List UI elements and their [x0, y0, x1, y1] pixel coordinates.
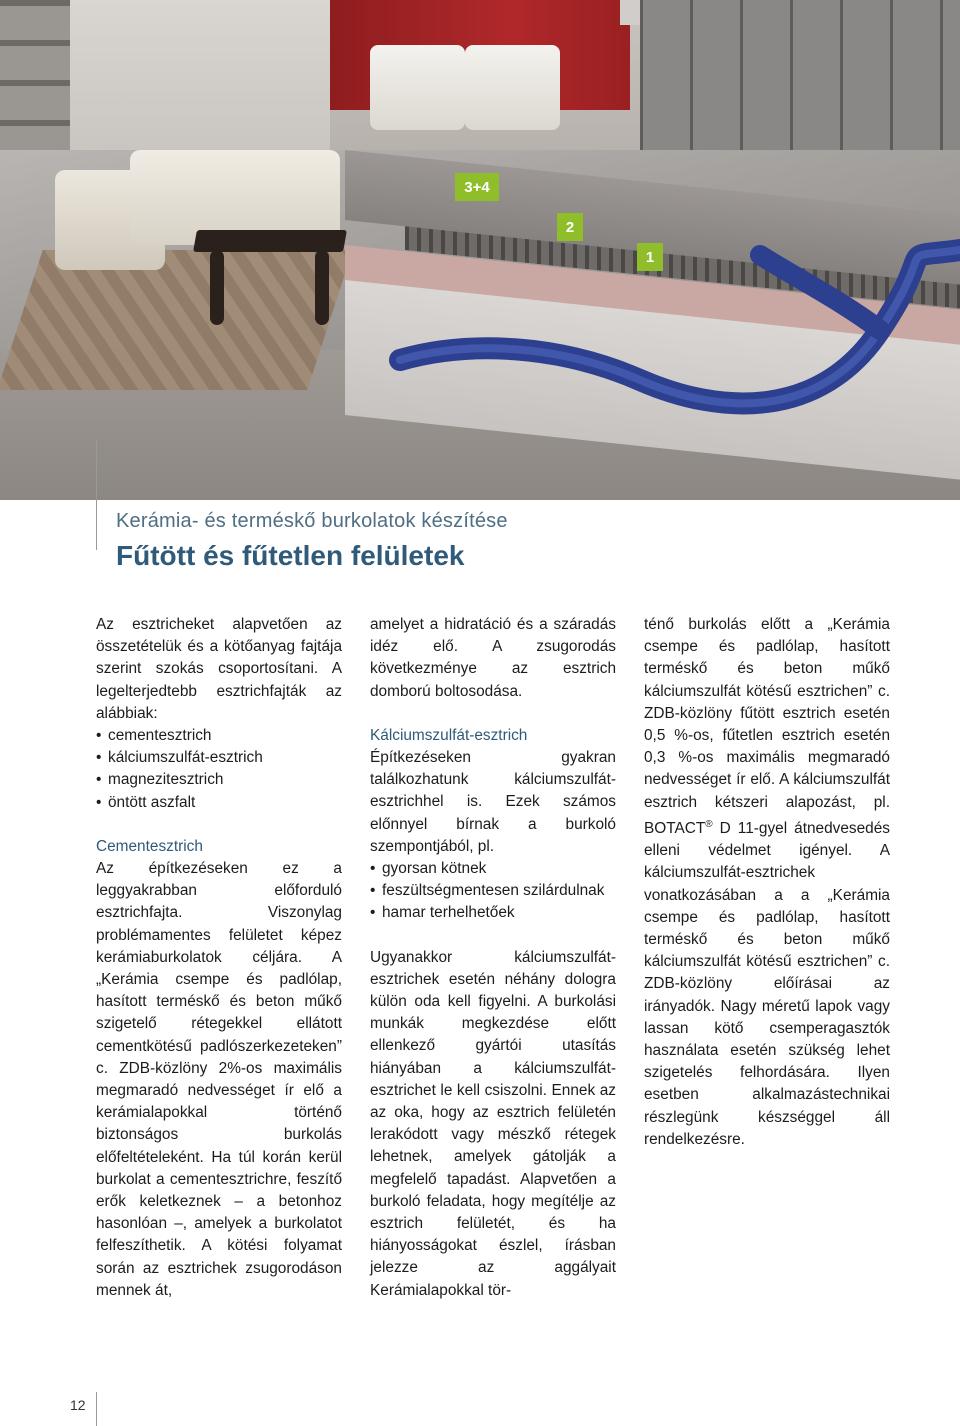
list-item: • feszültségmentesen szilárdulnak — [370, 880, 616, 902]
body-paragraph: Építkezéseken gyakran találkozhatunk kálciumszulfát-esztrichhel is. Ezek számos előnnyel bírnak a burkoló szempontjából, pl. — [370, 749, 616, 855]
body-paragraph — [644, 614, 890, 1151]
text-column-2 — [370, 614, 616, 1302]
body-paragraph: Az építkezéseken ez a leggyakrabban előforduló esztrichfajta. Viszonylag problémamentes felületet képez kerámiaburkolatok céljára. A „Kerámia csempe és padlólap, hasított terméskő és beton műkő szigetelő rétegekkel ellátott cementkötésű padlószerkezeteken” c. ZDB-közlöny 2%-os maximális megmaradó nedvességet ír elő a kerámialapokkal történő biztonságos burkolás előfeltételeként. Ha túl korán kerül burkolat a cementesztrichre, feszítő erők keletkeznek – a betonhoz hasonlóan –, amelyek a burkolatot felfeszíthetik. A kötési folyamat során az esztrichek zsugorodáson mennek át, — [96, 860, 342, 1299]
list-item: • cementesztrich — [96, 725, 342, 747]
page-title: Fűtött és fűtetlen felületek — [116, 540, 465, 571]
layer-label-3-4: 3+4 — [455, 173, 499, 201]
body-text: D 11-gyel átnedvesedés elleni védelmet igényel. A kálciumszulfát-esztrichek vonatkozásában a a „Kerámia csempe és padlólap, hasított terméskő és beton műkő kálciumszulfát kötésű esztrichen” c. ZDB-közlöny előírásai az irányadók. Nagy méretű lapok vagy lassan kötő csemperagasztók használata esetén szükség lehet szigetelés felhordására. Ilyen esetben alkalmazástechnikai részlegünk készséggel áll rendelkezésre. — [644, 819, 890, 1148]
list-item: • hamar terhelhetőek — [370, 902, 616, 924]
text-column-1 — [96, 614, 342, 1302]
vertical-rule — [96, 440, 97, 550]
layer-label-1: 1 — [637, 243, 663, 271]
intro-paragraph: Az esztricheket alapvetően az összetételük és a kötőanyag fajtája szerint szokás csoportosítani. A legelterjedtebb esztrichfajták az alábbiak: — [96, 616, 342, 722]
body-text: ténő burkolás előtt a „Kerámia csempe és padlólap, hasított terméskő és beton műkő kálciumszulfát kötésű esztrichen” c. ZDB-közlöny fűtött esztrich esetén 0,5 %-os, fűtetlen esztrich esetén 0,3 %-os maximális megmaradó nedvességet ír elő. A kálciumszulfát esztrich kétszeri alapozást, pl. BOTACT — [644, 616, 890, 837]
screed-types-list — [96, 725, 342, 814]
body-paragraph: amelyet a hidratáció és a száradás idéz elő. A zsugorodás következménye az esztrich domború boltosodása. — [370, 616, 616, 700]
list-item: • magnezitesztrich — [96, 769, 342, 791]
list-item: • kálciumszulfát-esztrich — [96, 747, 342, 769]
heating-pipe — [0, 0, 960, 500]
layer-label-2: 2 — [557, 213, 583, 241]
benefits-list — [370, 858, 616, 925]
list-item: • gyorsan kötnek — [370, 858, 616, 880]
page-number: 12 — [70, 1397, 86, 1413]
section-kicker: Kerámia- és terméskő burkolatok készítése — [116, 510, 508, 532]
footer-rule — [96, 1392, 97, 1426]
body-paragraph: Ugyanakkor kálciumszulfát-esztrichek esetén néhány dologra külön oda kell figyelni. A burkolási munkák megkezdése előtt ellenkező gyártói utasítás hiányában a kálciumszulfát-esztrichet le kell csiszolni. Ennek az az oka, hogy az esztrich felületén lerakódott vagy mészkő rétegek lehetnek, amelyek gátolják a megfelelő tapadást. Alapvetően a burkoló feladata, hogy megítélje az esztrich felületét, és ha hiányosságokat észlel, írásban jelezze az aggályait Kerámialapokkal tör- — [370, 948, 616, 1299]
text-column-3 — [644, 614, 890, 1151]
section-heading: Kálciumszulfát-esztrich — [370, 726, 528, 744]
section-heading: Cementesztrich — [96, 837, 203, 855]
floor-heating-photo — [0, 0, 960, 500]
registered-mark: ® — [705, 818, 713, 830]
list-item: • öntött aszfalt — [96, 792, 342, 814]
